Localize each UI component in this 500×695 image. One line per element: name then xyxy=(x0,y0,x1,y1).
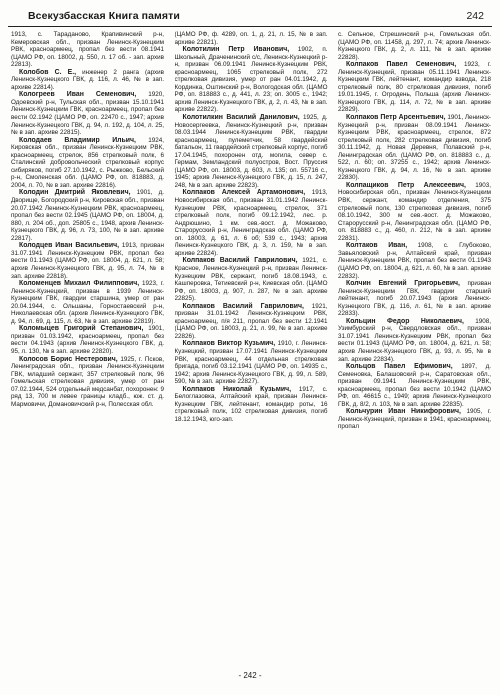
entry-paragraph xyxy=(11,325,164,355)
entry-text: 1913, Новосибирская обл., призван 31.01.1942 Ленинск-Кузнецким РВК, красноармеец, стрелок, 371 стрелковый полк, погиб 09.12.1942, лес. р. Андрюшино, 1 км. сев.-вост. д. Можаково, Старорусский р-н, Ленинградская обл. (ЦАМО РФ, оп. 18003, д. 61, л. 6 об; 539 с., 1943; архив Ленинск-Кузнецкого ГВК, д. 3, л. 159, № в зап. архиве 22824). xyxy=(174,189,328,257)
entry-paragraph xyxy=(175,31,328,46)
entry-name: Колпаков Василий Гаврилович, xyxy=(182,257,298,265)
entry-text: 1902, п. Школьный, Драченинский с/с, Ленинск-Кузнецкий р-н, призван 06.09.1941 Ленинск-Кузнецким РВК, красноармеец, 1065 стрелковый полк, 272 стрелковая дивизия, умер от ран 04.01.1942, д. Кординка, Оштинский р-н, Вологодская обл. (ЦАМО РФ, оп. 818883 с., д. 441, л. 23; оп. 3005 с., 1942; архив Ленинск-Кузнецкого ГВК, д. 2, л. 43, № в зап. архиве 22822). xyxy=(174,46,328,114)
entry-name: Колобов С. Е., xyxy=(19,68,77,76)
entry-text: 1901, призван 01.03.1942, красноармеец, пропал без вести 04.1943 (архив Ленинск-Кузнецкого ГВК, д. 95, л. 130, № в зап. архиве 22820). xyxy=(11,325,164,355)
entry-name: Колодин Дмитрий Яковлевич, xyxy=(19,189,131,197)
entry-text: 1901, д. Дворище, Богородский р-н, Кировская обл., призван 20.07.1942 Ленинск-Кузнецким РВК, красноармеец, пропал без вести 02.1945 (ЦАМО РФ, оп. 18004, д. 880, л. 204 об., доп. 25805 с., 1948, архив Ленинск-Кузнецкого ГВК, д. 96, л. 73, 100, № в зап. архиве 22817). xyxy=(11,189,164,242)
entry-paragraph xyxy=(11,137,164,190)
entry-paragraph xyxy=(175,114,328,189)
memorial-entry xyxy=(11,242,164,280)
entry-paragraph xyxy=(11,189,164,242)
memorial-entry xyxy=(338,61,491,114)
entry-text: с. Сельное, Стрешинский р-н, Гомельская обл. (ЦАМО РФ, оп. 11458, д. 297, л. 74; архив Ленинск-Кузнецкого ГВК, д. 2, л. 111, № в зап. архиве 22828). xyxy=(338,31,491,61)
page-number-footer: - 242 - xyxy=(238,671,262,680)
entry-text: 1897, д. Семеновка, Балашовский р-н, Саратовская обл., призван 09.1941 Ленинск-Кузнецким РВК, красноармеец, пропал без вести 10.1942 (ЦАМО РФ, оп. 46615 с., 1949; архив Ленинск-Кузнецкого ГВК, д. 8/2, л. 103, № в зап. архиве 22835). xyxy=(338,363,491,408)
entry-paragraph xyxy=(175,257,328,302)
entry-paragraph xyxy=(338,242,491,280)
entry-name: Кольчурин Иван Никифорович, xyxy=(346,408,461,416)
memorial-entry xyxy=(11,356,164,409)
entry-text: 1905, г. Ленинск-Кузнецкий, призван в 1941, красноармеец, пропал xyxy=(338,408,491,431)
entry-name: Колчин Евгений Григорьевич, xyxy=(346,280,460,288)
entry-name: Колпаков Николай Кузьмич, xyxy=(182,385,291,393)
entry-paragraph xyxy=(11,280,164,325)
memorial-entry xyxy=(11,325,164,355)
entry-text: 1924, Кировская обл., призван Ленинск-Кузнецким РВК, красноармеец, стрелок, 856 стрелковый полк, 6 Сталинский добровольческий стрелковый корпус сибиряков, погиб 27.10.1942, с. Рыжково, Бельский р-н, Смоленская обл. (ЦАМО РФ, оп. 818883, д. 2004, л. 70, № в зап. архиве 22816). xyxy=(11,136,164,189)
memorial-entry xyxy=(175,386,328,424)
entry-text: 1913, призван 31.07.1941 Ленинск-Кузнецким РВК, пропал без вести 01.1943 (ЦАМО РФ, оп. 18004, д. 621, л. 58; архив Ленинск-Кузнецкого ГВК, д. 95, л. 74, № в зап. архиве 22818). xyxy=(11,242,164,280)
entry-paragraph xyxy=(11,356,164,409)
entry-text: 1917, с. Белоглазовка, Алтайский край, призван Ленинск-Кузнецким ГВК, лейтенант, командир роты, 16 стрелковый полк, 102 стрелковая дивизия, погиб 18.12.1943, юго-зап. xyxy=(174,385,328,423)
entry-text: 1913, с. Тараданово, Крапивинский р-н, Кемеровская обл., призван Ленинск-Кузнецким РВК, красноармеец, пропал без вести 08.1941 (ЦАМО РФ, оп. 18002, д. 550, л. 17 об. - зап. архив 22813). xyxy=(11,31,164,69)
column-right xyxy=(338,31,491,661)
entry-name: Колпаков Виктор Кузьмич, xyxy=(182,340,276,348)
entry-name: Кольцов Павел Ефимович, xyxy=(346,363,453,371)
entry-name: Колпаков Алексей Артамонович, xyxy=(182,189,306,197)
entry-text: 1920, Одоевский р-н, Тульская обл., призван 15.10.1941 Ленинск-Кузнецким ГВК, красноармеец, пропал без вести 02.1942 (ЦАМО РФ, оп. 22470 с., 1947; архив Ленинск-Кузнецкого ГВК, д. 94, л. 192, д. 104, л. 25, № в зап. архиве 22815). xyxy=(11,91,164,137)
entry-paragraph xyxy=(175,189,328,257)
memorial-entry xyxy=(338,182,491,242)
column-left xyxy=(11,31,164,661)
memorial-entry xyxy=(11,137,164,190)
memorial-entry xyxy=(175,340,328,385)
entry-text: призван Ленинск-Кузнецким ГВК, гвардии старший лейтенант, погиб 20.07.1943 (архив Ленинск-Кузнецкого ГВК, д. 116, л. 61, № в зап. архиве 22833). xyxy=(338,280,491,318)
entry-paragraph xyxy=(175,303,328,341)
entry-paragraph xyxy=(338,182,491,242)
entry-text: 1925, г. Псков, Ленинградская обл., призван Ленинск-Кузнецким ГВК, младший сержант, 357 стрелковый полк, 96 Гомельская стрелковая дивизия, умер от ран 07.02.1944, 524 отдельный медсанбат, похоронен: 9 ряд 13, 700 м левее границы кладб., юж. ст. д. Мармовичи, Домановичский р-н, Полесская обл. xyxy=(11,355,164,408)
entry-paragraph xyxy=(11,69,164,92)
entry-name: Коломыцев Григорий Степанович, xyxy=(19,325,144,333)
memorial-entry xyxy=(338,31,491,61)
entry-paragraph xyxy=(338,318,491,363)
entry-name: Колпаков Василий Гаврилович, xyxy=(182,302,304,310)
entry-text: (ЦАМО РФ, ф. 4289, оп. 1, д. 21, л. 15, № в зап. архиве 22821). xyxy=(174,31,328,46)
entry-name: Коломенцев Михаил Филиппович, xyxy=(19,280,140,288)
entry-paragraph xyxy=(11,91,164,136)
memorial-entry xyxy=(175,31,328,46)
memorial-entry xyxy=(175,257,328,302)
entry-name: Колпащиков Петр Алексеевич, xyxy=(346,181,466,189)
memorial-entry xyxy=(175,46,328,114)
memorial-entry xyxy=(338,408,491,431)
running-header xyxy=(8,10,492,27)
entry-name: Кологреев Иван Семенович, xyxy=(19,91,137,99)
entry-text: 1923, г. Ленинск-Кузнецкий, призван в 1939 Ленинск-Кузнецким ГВК, гвардии старшина, умер от ран 20.04.1944, с. Ольшаны, Горностаевский р-н, Николаевская обл. (архив Ленинск-Кузнецкого ГВК, д. 94, л. 69, д. 115, л. 63, № в зап. архиве 22819). xyxy=(11,280,164,325)
memorial-entry xyxy=(338,114,491,182)
entry-name: Колпаков Петр Арсентьевич, xyxy=(346,114,446,122)
memorial-entry xyxy=(11,280,164,325)
memorial-entry xyxy=(175,303,328,341)
entry-text: 1908, Узимбурский р-н, Свердловская обл., призван 31.07.1941 Ленинск-Кузнецким РВК, пропал без вести 01.1943 (ЦАМО РФ, оп. 18004, д. 621, л. 58; архив Ленинск-Кузнецкого ГВК, д. 93, л. 95, № в зап. архиве 22834). xyxy=(338,317,491,363)
memorial-entry xyxy=(338,363,491,408)
entry-paragraph xyxy=(338,408,491,431)
entry-text: 1910, г. Ленинск-Кузнецкий, призван 17.07.1941 Ленинск-Кузнецким РВК, красноармеец, 44 отдельная стрелковая бригада, погиб 03.12.1941 (ЦАМО РФ, оп. 14935 с., 1942; архив Ленинск-Кузнецкого ГВК, д. 99, л. 589, 590, № в зап. архиве 22827). xyxy=(174,340,328,386)
memorial-entry xyxy=(175,114,328,189)
entry-name: Колпаков Павел Семенович, xyxy=(346,61,457,69)
memorial-entry xyxy=(338,318,491,363)
entry-paragraph xyxy=(338,114,491,182)
entry-text: 1925, д. Новосергеевка, Ленинск-Кузнецкий р-н, призван 08.03.1944 Ленинск-Кузнецким РВК, гвардии красноармеец, пулеметчик, 58 гвардейский батальон, 11 гвардейский стрелковый корпус, погиб 17.04.1945, похоронен отд. могила, север с. Гермам, Земландский полуостров, Вост. Пруссия (ЦАМО РФ, оп. 18003, д. 603, л. 135; оп. 55716 с., 1945; архив Ленинск-Кузнецкого ГВК, д. 15, л. 247, 248, № в зап. архиве 22823). xyxy=(174,114,328,189)
entry-text: 1923, г. Ленинск-Кузнецкий, призван 05.11.1941 Ленинск-Кузнецким ГВК, лейтенант, командир взвода, 218 стрелковый полк, 80 стрелковая дивизия, погиб 19.01.1945, г. Огродень, Польша (архив Ленинск-Кузнецкого ГВК, д. 114, л. 72, № в зап. архиве 22829). xyxy=(338,61,491,114)
memorial-entry xyxy=(11,31,164,69)
page-number-top: 242 xyxy=(466,10,484,22)
entry-paragraph xyxy=(11,242,164,280)
memorial-entry xyxy=(175,189,328,257)
entry-text: 1908, с. Глубоково, Завьяловский р-н, Алтайский край, призван Ленинск-Кузнецким РВК, пропал без вести 01.1943 (ЦАМО РФ, оп. 18004, д. 621, л. 60, № в зап. архиве 22832). xyxy=(338,242,491,280)
entry-text: 1901, Ленинск-Кузнецкий р-н, призван 08.09.1941 Ленинск-Кузнецким РВК, красноармеец, стрелок, 872 стрелковый полк, 282 стрелковая дивизия, погиб 30.11.1942, д. Новая Деревня, Полавский р-н, Ленинградская обл. (ЦАМО РФ, оп. 818883 с., д. 522, л. 60; оп. 37255 с., 1942; архив Ленинск-Кузнецкого ГВК, д. 94, л. 16, № в зап. архиве 22830). xyxy=(338,114,491,182)
entry-text: 1903, Новосибирская обл., призван Ленинск-Кузнецким РВК, сержант, командир отделения, 375 стрелковый полк, 130 стрелковая дивизия, погиб 08.10.1942, 300 м сев.-вост. д. Можаково, Старорусский р-н, Ленинградская обл. (ЦАМО РФ, оп. 818883 с., д. 460, л. 212, № в зап. архиве 22831). xyxy=(338,181,491,242)
text-columns xyxy=(11,31,491,661)
memorial-entry xyxy=(11,91,164,136)
entry-name: Колодаев Владимир Ильич, xyxy=(19,136,136,144)
memorial-entry xyxy=(338,242,491,280)
entry-text: 1921, с. Красное, Ленинск-Кузнецкий р-н, призван Ленинск-Кузнецким РВК, сержант, погиб 18.08.1943, с. Кашперовка, Тетиевский р-н, Киевская обл. (ЦАМО РФ, оп. 18003, д. 907, л. 287, № в зап. архиве 22825). xyxy=(174,257,328,303)
entry-paragraph xyxy=(11,31,164,69)
entry-paragraph xyxy=(175,46,328,114)
entry-name: Колодцев Иван Васильевич, xyxy=(19,242,120,250)
memorial-entry xyxy=(11,189,164,242)
entry-paragraph xyxy=(338,61,491,114)
entry-paragraph xyxy=(175,340,328,385)
entry-name: Колотилин Петр Иванович, xyxy=(182,46,290,54)
entry-text: 1921, призван 31.01.1942 Ленинск-Кузнецким РВК, красноармеец, п/я 211, пропал без вести 12.1941 (ЦАМО РФ, оп. 18003, д. 21, л. 99, № в зап. архиве 22826). xyxy=(174,302,328,340)
entry-paragraph xyxy=(175,386,328,424)
entry-paragraph xyxy=(338,280,491,318)
memorial-entry xyxy=(11,69,164,92)
entry-name: Колосов Борис Нестерович, xyxy=(19,355,118,363)
entry-name: Колотилкин Василий Данилович, xyxy=(182,114,300,122)
entry-name: Кольцин Федор Николаевич, xyxy=(346,317,464,325)
entry-paragraph xyxy=(338,31,491,61)
memorial-entry xyxy=(338,280,491,318)
column-middle xyxy=(175,31,328,661)
entry-paragraph xyxy=(338,363,491,408)
entry-name: Колтаков Иван, xyxy=(346,242,408,250)
entry-text: инженер 2 ранга (архив Ленинск-Кузнецкого ГВК, д. 116, л. 46, № в зап. архиве 22814). xyxy=(11,68,164,91)
book-title: Всекузбасская Книга памяти xyxy=(28,10,180,22)
